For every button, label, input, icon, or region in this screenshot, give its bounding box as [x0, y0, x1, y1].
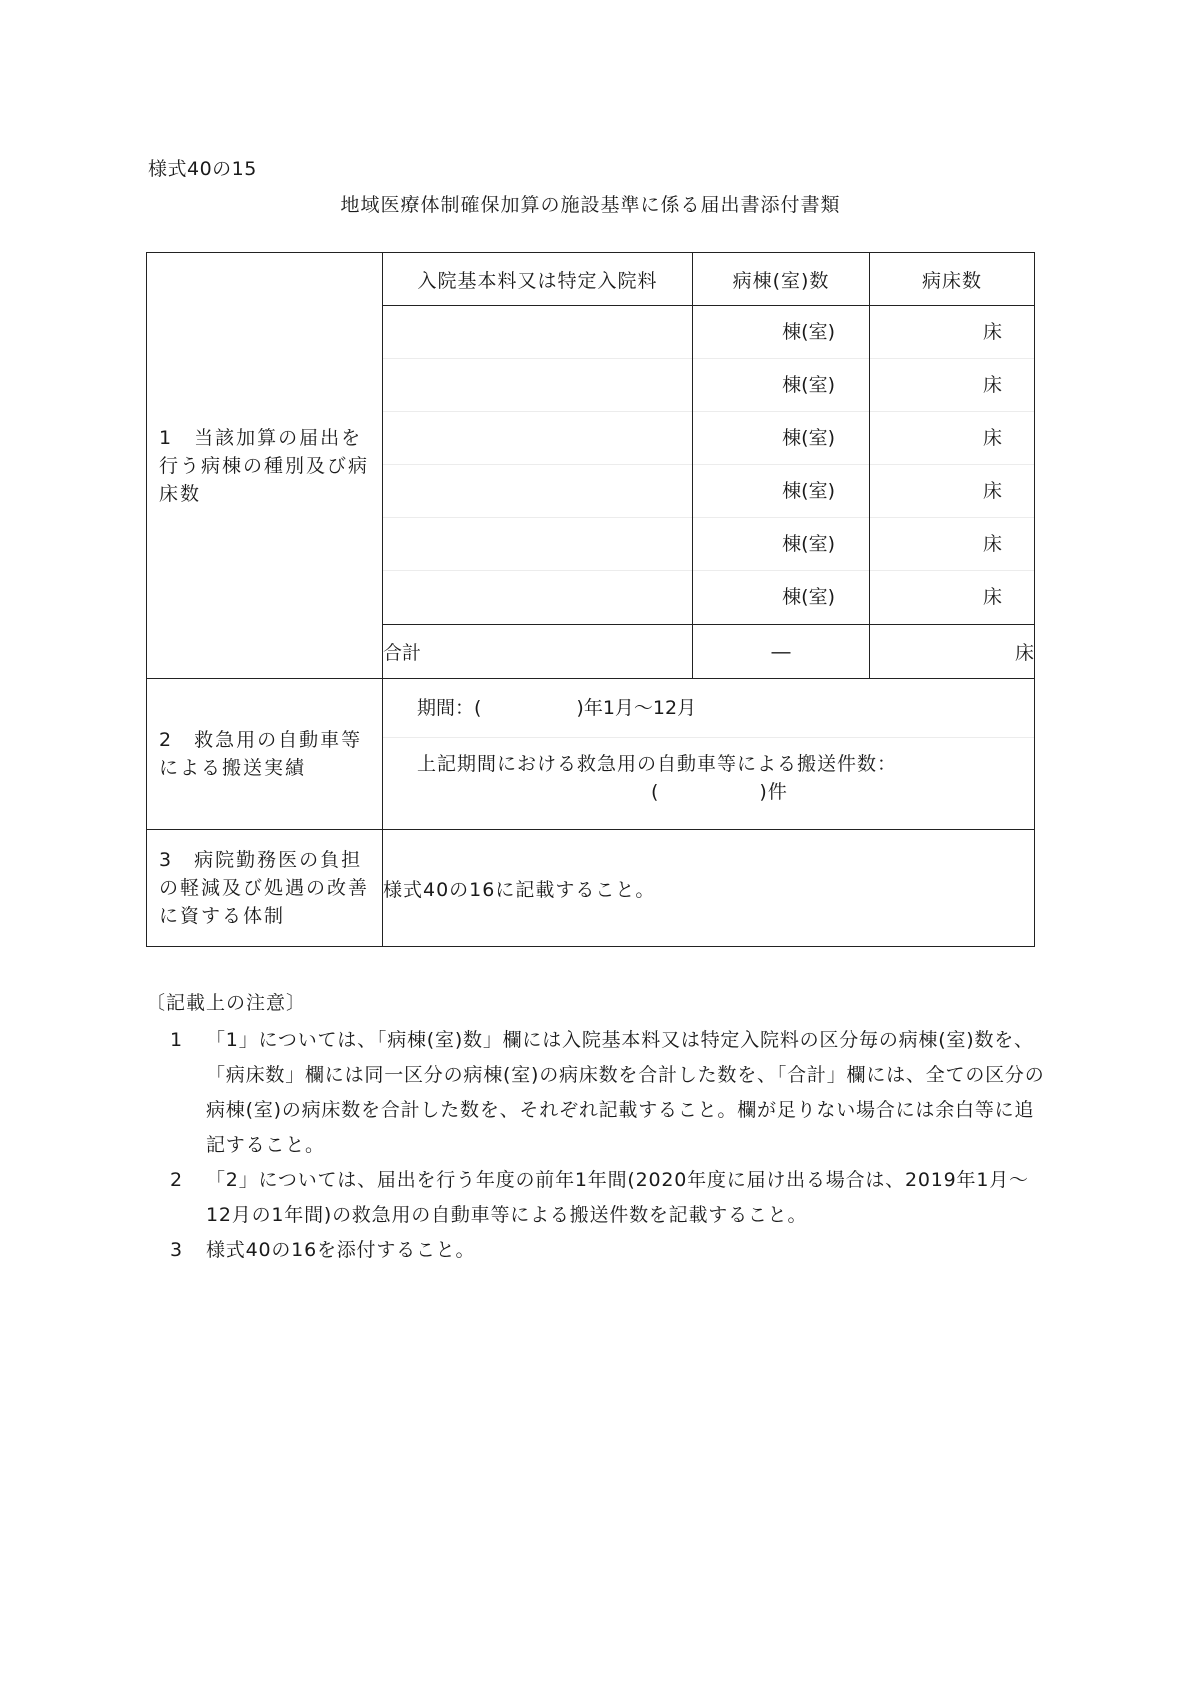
bed-unit: 床	[870, 412, 1034, 465]
room-unit: 棟(室)	[693, 359, 869, 412]
notes-heading: 〔記載上の注意〕	[146, 992, 307, 1014]
header-ward-count: 病棟(室)数	[693, 253, 870, 306]
total-label: 合計	[383, 625, 693, 679]
section3-content: 様式40の16に記載すること。	[383, 830, 1035, 947]
document-title: 地域医療体制確保加算の施設基準に係る届出書添付書類	[340, 194, 841, 216]
note-text: 「1」については、「病棟(室)数」欄には入院基本料又は特定入院料の区分毎の病棟(室)数を、「病床数」欄には同一区分の病棟(室)の病床数を合計した数を、「合計」欄には、全ての区分の病棟(室)の病床数を合計した数を、それぞれ記載すること。欄が足りない場合には余白等に追記すること。	[206, 1029, 1045, 1156]
ward-count-cell[interactable]	[693, 306, 870, 625]
note-item	[170, 1233, 1046, 1268]
basic-fee-entry-cell[interactable]	[383, 306, 693, 625]
bed-unit: 床	[870, 359, 1034, 412]
room-unit: 棟(室)	[693, 465, 869, 518]
note-text: 「2」については、届出を行う年度の前年1年間(2020年度に届け出る場合は、2019年1月～12月の1年間)の救急用の自動車等による搬送件数を記載すること。	[206, 1169, 1029, 1226]
form-number: 様式40の15	[148, 158, 257, 180]
notes-section	[146, 988, 1046, 1268]
room-unit: 棟(室)	[782, 586, 835, 608]
room-unit: 棟(室)	[693, 412, 869, 465]
bed-unit: 床	[870, 306, 1034, 359]
section2-label: 2 救急用の自動車等による搬送実績	[147, 679, 383, 830]
note-text: 様式40の16を添付すること。	[206, 1239, 476, 1261]
note-item	[170, 1163, 1046, 1233]
room-unit: 棟(室)	[693, 306, 869, 359]
period-field[interactable]: 期間：( )年1月～12月	[383, 679, 1034, 738]
transport-count-field[interactable]: ( )件	[651, 781, 788, 803]
application-form-table	[146, 252, 1035, 947]
transport-count-label: 上記期間における救急用の自動車等による搬送件数：	[417, 753, 898, 775]
note-number: 1	[170, 1029, 183, 1051]
header-bed-count: 病床数	[870, 253, 1035, 306]
bed-unit: 床	[870, 465, 1034, 518]
total-ward-dash: ―	[693, 625, 870, 679]
section3-label: 3 病院勤務医の負担の軽減及び処遇の改善に資する体制	[147, 830, 383, 947]
room-unit: 棟(室)	[693, 518, 869, 571]
bed-count-cell[interactable]	[870, 306, 1035, 625]
section1-label: 1 当該加算の届出を行う病棟の種別及び病床数	[147, 253, 383, 679]
header-basic-fee: 入院基本料又は特定入院料	[383, 253, 693, 306]
total-bed-unit[interactable]: 床	[870, 625, 1035, 679]
bed-unit: 床	[870, 518, 1034, 571]
note-number: 3	[170, 1239, 183, 1261]
note-item	[170, 1023, 1046, 1163]
bed-unit: 床	[982, 586, 1002, 608]
section2-content[interactable]	[383, 679, 1035, 830]
note-number: 2	[170, 1169, 183, 1191]
